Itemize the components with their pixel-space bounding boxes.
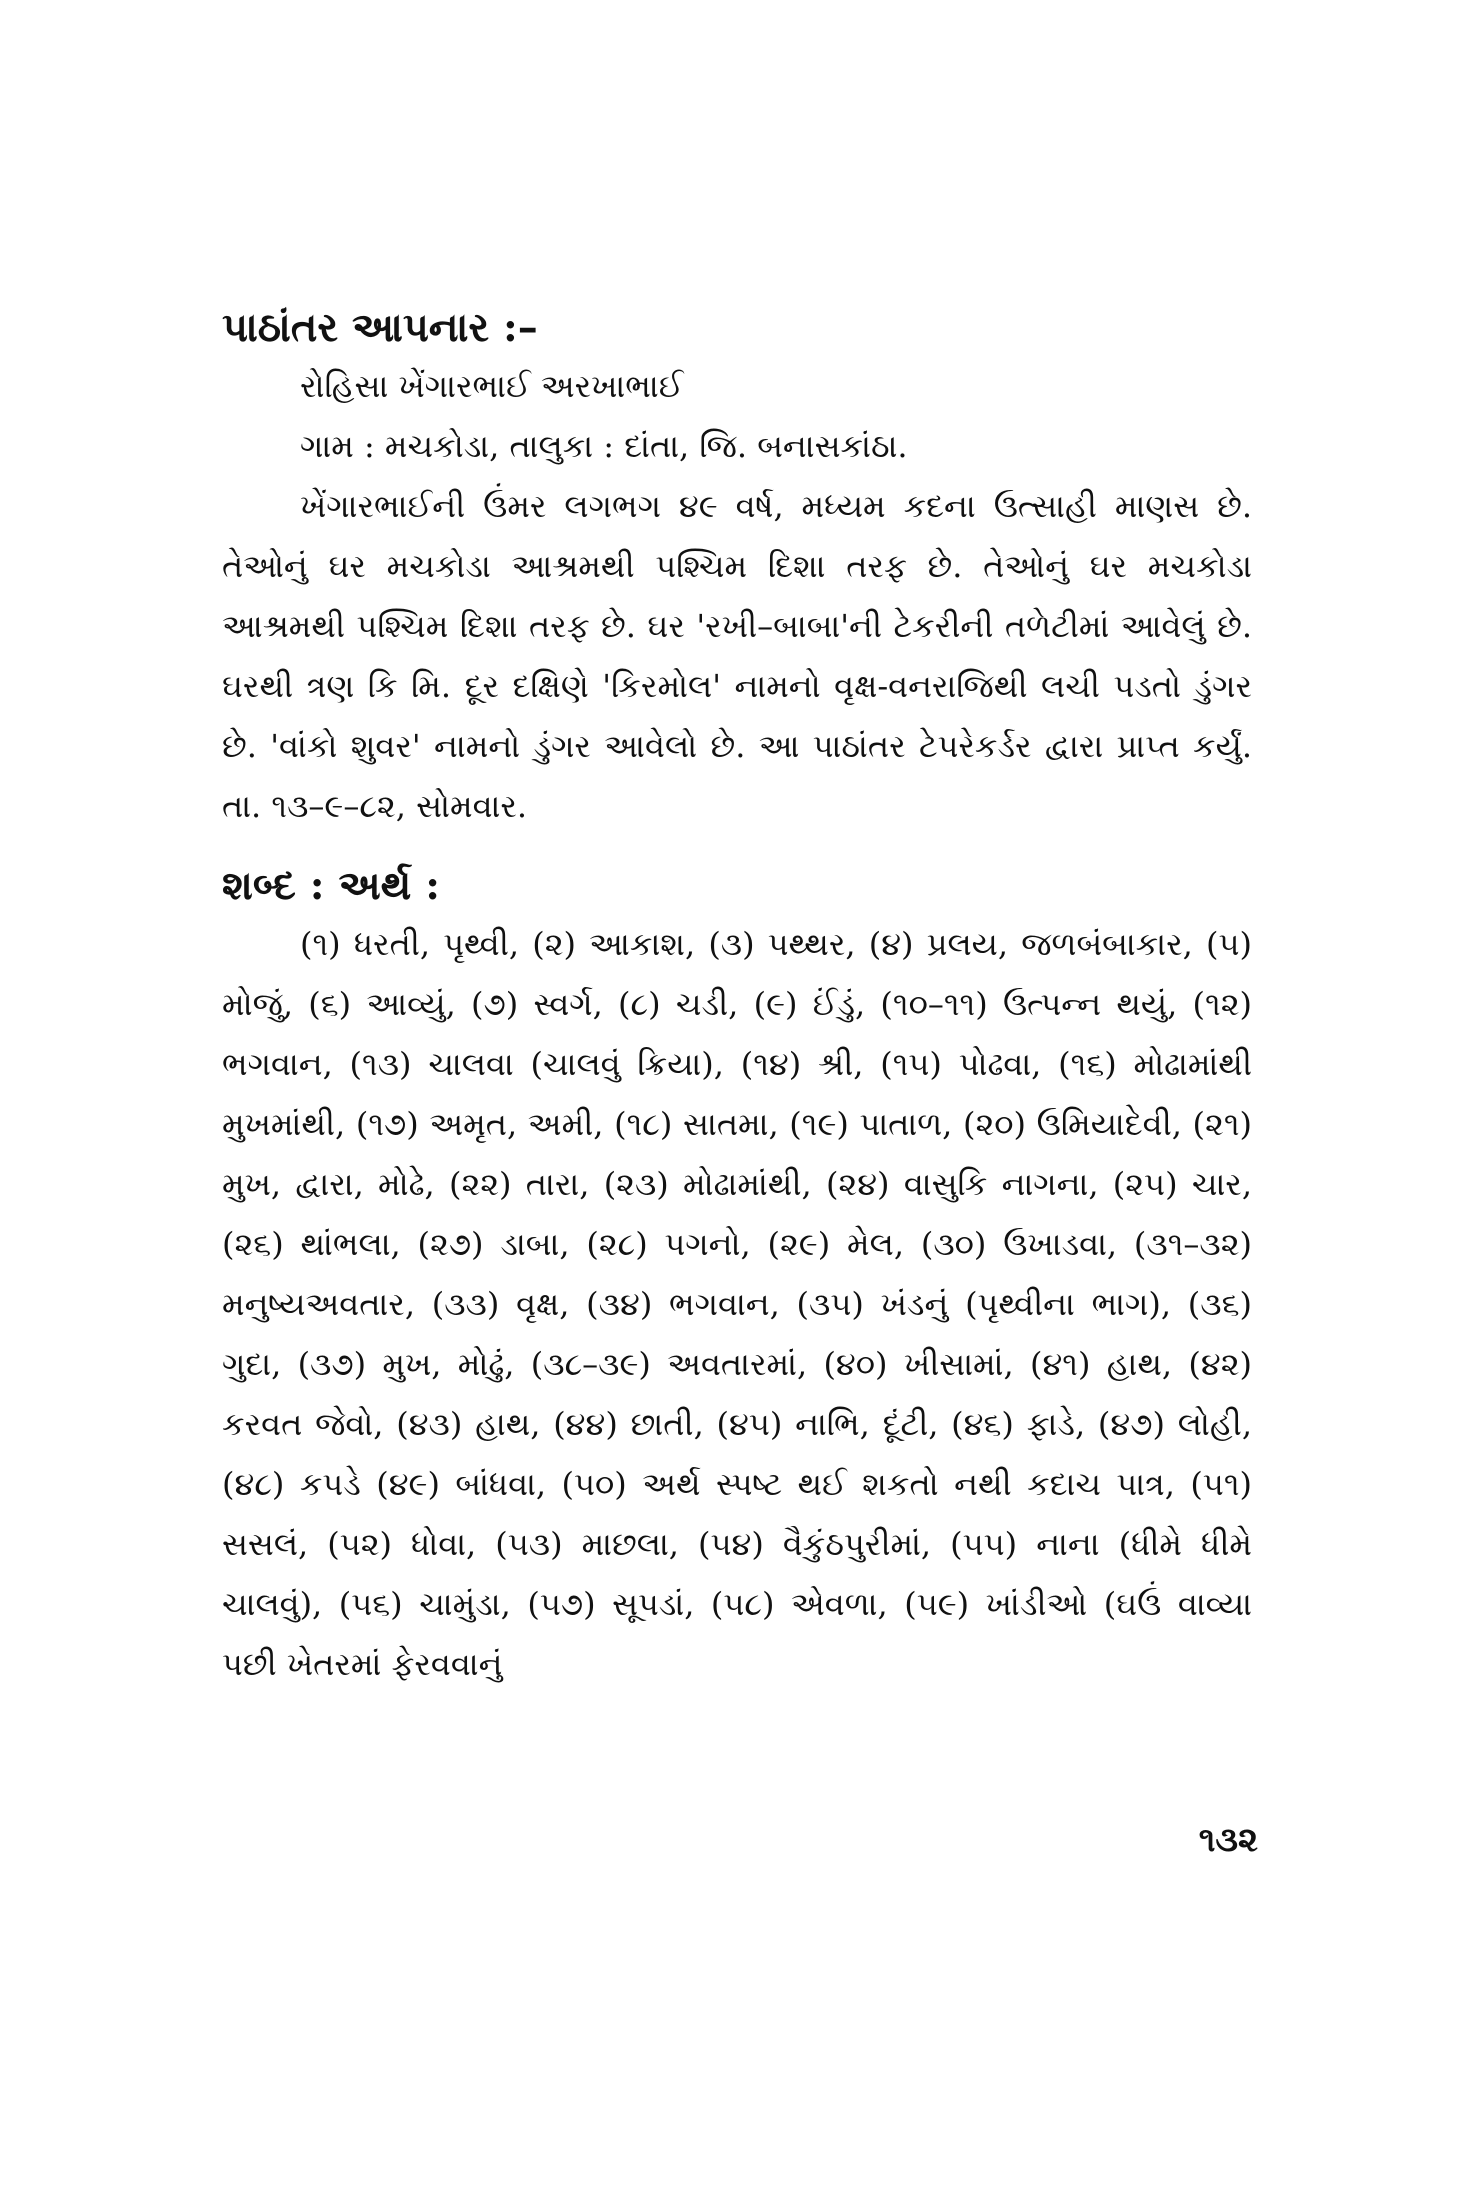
contributor-description: ખેંગારભાઈની ઉંમર લગભગ ૪૯ વર્ષ, મધ્યમ કદના ઉત્સાહી માણસ છે. તેઓનું ઘર મચકોડા આશ્રમથી પશ્ચિમ દિશા તરફ છે. તેઓનું ઘર મચકોડા આશ્રમથી પશ્ચિમ દિશા તરફ છે. ઘર 'રખી–બાબા'ની ટેકરીની તળેટીમાં આવેલું છે. ઘરથી ત્રણ કિ મિ. દૂર દક્ષિણે 'કિરમોલ' નામનો વૃક્ષ-વનરાજિથી લચી પડતો ડુંગર છે. 'વાંકો શુવર' નામનો ડુંગર આવેલો છે. આ પાઠાંતર ટેપરેકર્ડર દ્વારા પ્રાપ્ત કર્યું. તા. ૧૩–૯–૮૨, સોમવાર. — [222, 487, 1252, 825]
contributor-heading: પાઠાંતર આપનાર :– — [222, 304, 538, 351]
contributor-address: ગામ : મચકોડા, તાલુકા : દાંતા, જિ. બનાસકાંઠા. — [300, 427, 908, 465]
contributor-name: રોહિસા ખેંગારભાઈ અરખાભાઈ — [300, 367, 684, 405]
page-number: ૧૩૨ — [1198, 1820, 1258, 1860]
section-divider — [222, 836, 1252, 858]
page-text-block — [222, 300, 1252, 1694]
glossary-heading: શબ્દ : અર્થ : — [222, 862, 441, 909]
glossary-body: (૧) ધરતી, પૃથ્વી, (૨) આકાશ, (૩) પથ્થર, (૪) પ્રલય, જળબંબાકાર, (૫) મોજું, (૬) આવ્યું, (૭) સ્વર્ગ, (૮) ચડી, (૯) ઈંડું, (૧૦–૧૧) ઉત્પન્ન થયું, (૧૨) ભગવાન, (૧૩) ચાલવા (ચાલવું ક્રિયા), (૧૪) શ્રી, (૧૫) પોઢવા, (૧૬) મોઢામાંથી મુખમાંથી, (૧૭) અમૃત, અમી, (૧૮) સાતમા, (૧૯) પાતાળ, (૨૦) ઉમિયાદેવી, (૨૧) મુખ, દ્વારા, મોઢે, (૨૨) તારા, (૨૩) મોઢામાંથી, (૨૪) વાસુકિ નાગના, (૨૫) ચાર, (૨૬) થાંભલા, (૨૭) ડાબા, (૨૮) પગનો, (૨૯) મેલ, (૩૦) ઉખાડવા, (૩૧–૩૨) મનુષ્યઅવતાર, (૩૩) વૃક્ષ, (૩૪) ભગવાન, (૩૫) ખંડનું (પૃથ્વીના ભાગ), (૩૬) ગુદા, (૩૭) મુખ, મોઢું, (૩૮–૩૯) અવતારમાં, (૪૦) ખીસામાં, (૪૧) હાથ, (૪૨) કરવત જેવો, (૪૩) હાથ, (૪૪) છાતી, (૪૫) નાભિ, દૂંટી, (૪૬) ફાડે, (૪૭) લોહી, (૪૮) કપડે (૪૯) બાંધવા, (૫૦) અર્થ સ્પષ્ટ થઈ શકતો નથી કદાચ પાત્ર, (૫૧) સસલં, (૫૨) ધોવા, (૫૩) માછલા, (૫૪) વૈકુંઠપુરીમાં, (૫૫) નાના (ધીમે ધીમે ચાલવું), (૫૬) ચામુંડા, (૫૭) સૂપડાં, (૫૮) એવળા, (૫૯) ખાંડીઓ (ઘઉં વાવ્યા પછી ખેતરમાં ફેરવવાનું — [222, 925, 1252, 1683]
